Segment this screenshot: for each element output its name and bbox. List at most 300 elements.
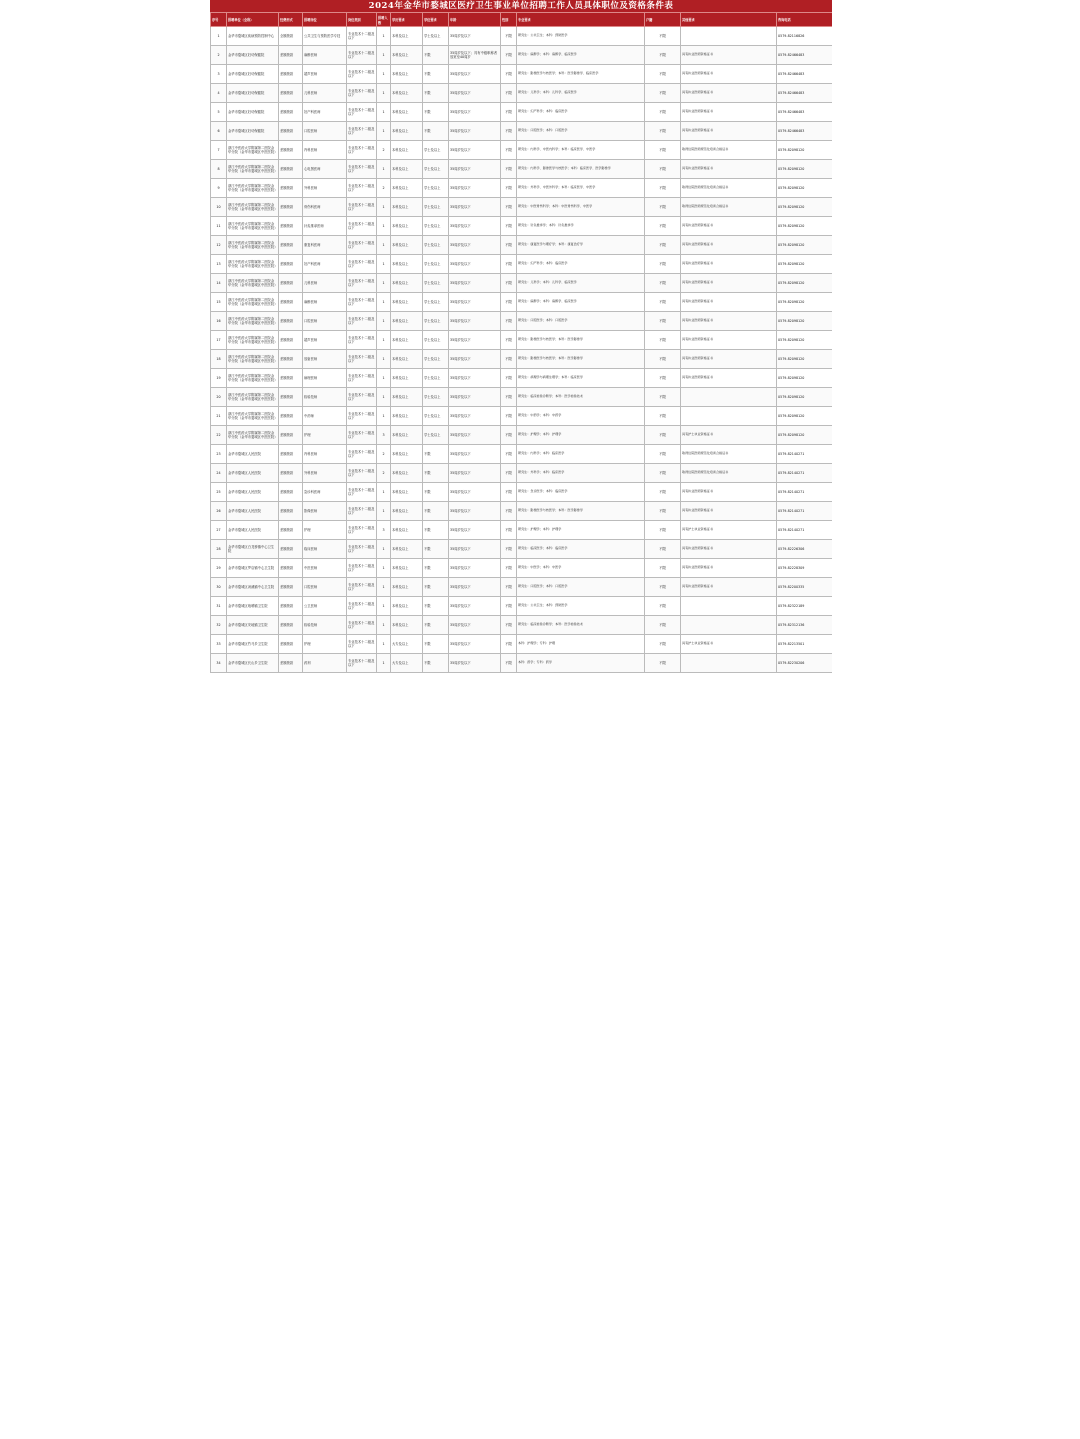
cell-fund: 全额拨款 (279, 27, 303, 46)
cell-cat: 专业技术十二级及以下 (347, 426, 377, 445)
cell-fund: 差额拨款 (279, 578, 303, 597)
table-row (211, 540, 833, 559)
cell-tel: 0579-82230206 (777, 654, 833, 673)
cell-cat: 专业技术十二级及以下 (347, 597, 377, 616)
cell-huji: 不限 (645, 521, 681, 540)
cell-sex: 不限 (501, 521, 517, 540)
cell-major: 研究生：口腔医学；本科：口腔医学 (517, 578, 645, 597)
cell-n: 1 (211, 27, 227, 46)
cell-age: 35周岁及以下 (449, 426, 501, 445)
cell-edu: 本科及以上 (391, 540, 423, 559)
cell-cat: 专业技术十二级及以下 (347, 616, 377, 635)
cell-tel: 0579-82098120 (777, 350, 833, 369)
cell-n: 28 (211, 540, 227, 559)
cell-other: 取得住院医师规范化培训合格证书 (681, 198, 777, 217)
cell-huji: 不限 (645, 559, 681, 578)
cell-fund: 差额拨款 (279, 312, 303, 331)
cell-major: 研究生：临床检验诊断学；本科：医学检验技术 (517, 616, 645, 635)
cell-edu: 本科及以上 (391, 198, 423, 217)
cell-sex: 不限 (501, 84, 517, 103)
cell-sex: 不限 (501, 597, 517, 616)
cell-unit: 浙江中医药大学附属第二医院金华分院（金华市婺城区中医医院） (227, 369, 279, 388)
cell-tel: 0579-82466483 (777, 122, 833, 141)
cell-edu: 本科及以上 (391, 597, 423, 616)
cell-unit: 金华市婺城区妇幼保健院 (227, 84, 279, 103)
cell-other: 具有执业医师资格证书 (681, 46, 777, 65)
table-row (211, 464, 833, 483)
cell-num: 1 (377, 103, 391, 122)
cell-fund: 差额拨款 (279, 103, 303, 122)
cell-post: 内科医师 (303, 141, 347, 160)
cell-num: 1 (377, 27, 391, 46)
cell-age: 35周岁及以下 (449, 521, 501, 540)
cell-unit: 金华市婺城区竹马乡卫生院 (227, 635, 279, 654)
cell-edu: 本科及以上 (391, 464, 423, 483)
document-sheet (210, 0, 832, 1439)
cell-num: 1 (377, 388, 391, 407)
cell-age: 35周岁及以下 (449, 331, 501, 350)
cell-huji: 不限 (645, 274, 681, 293)
cell-sex: 不限 (501, 160, 517, 179)
column-header: 其他要求 (681, 13, 777, 27)
cell-unit: 金华市婺城区人民医院 (227, 502, 279, 521)
cell-edu: 本科及以上 (391, 559, 423, 578)
table-body (211, 27, 833, 673)
cell-sex: 不限 (501, 122, 517, 141)
cell-tel: 0579-82140271 (777, 464, 833, 483)
cell-cat: 专业技术十二级及以下 (347, 464, 377, 483)
cell-unit: 浙江中医药大学附属第二医院金华分院（金华市婺城区中医医院） (227, 160, 279, 179)
cell-age: 35周岁及以下 (449, 502, 501, 521)
cell-cat: 专业技术十二级及以下 (347, 198, 377, 217)
cell-n: 5 (211, 103, 227, 122)
cell-n: 16 (211, 312, 227, 331)
cell-unit: 金华市婺城区白龙桥镇中心卫生院 (227, 540, 279, 559)
cell-tel: 0579-82140271 (777, 445, 833, 464)
column-header: 招聘单位（全称） (227, 13, 279, 27)
cell-unit: 金华市婺城区长山乡卫生院 (227, 654, 279, 673)
cell-other: 具有执业医师资格证书 (681, 559, 777, 578)
cell-major: 研究生：影像医学与核医学；本科：医学影像学、临床医学 (517, 65, 645, 84)
cell-cat: 专业技术十二级及以下 (347, 255, 377, 274)
cell-fund: 差额拨款 (279, 274, 303, 293)
cell-unit: 浙江中医药大学附属第二医院金华分院（金华市婺城区中医医院） (227, 293, 279, 312)
cell-cat: 专业技术十二级及以下 (347, 502, 377, 521)
cell-fund: 差额拨款 (279, 46, 303, 65)
cell-major: 研究生：中医学；本科：中医学 (517, 559, 645, 578)
cell-tel: 0579-82098120 (777, 312, 833, 331)
cell-edu: 本科及以上 (391, 141, 423, 160)
cell-post: 内科医师 (303, 445, 347, 464)
table-row (211, 141, 833, 160)
cell-num: 1 (377, 217, 391, 236)
cell-sex: 不限 (501, 293, 517, 312)
cell-age: 35周岁及以下 (449, 635, 501, 654)
cell-sex: 不限 (501, 616, 517, 635)
cell-num: 1 (377, 255, 391, 274)
cell-edu: 大专及以上 (391, 635, 423, 654)
cell-n: 33 (211, 635, 227, 654)
cell-sex: 不限 (501, 103, 517, 122)
cell-unit: 金华市婺城区汤溪镇中心卫生院 (227, 578, 279, 597)
cell-fund: 差额拨款 (279, 198, 303, 217)
cell-other: 具有执业医师资格证书 (681, 578, 777, 597)
cell-n: 31 (211, 597, 227, 616)
table-row (211, 160, 833, 179)
cell-major: 研究生：外科学、中医外科学；本科：临床医学、中医学 (517, 179, 645, 198)
cell-huji: 不限 (645, 179, 681, 198)
cell-tel: 0579-82226306 (777, 540, 833, 559)
cell-other: 具有执业医师资格证书 (681, 160, 777, 179)
cell-num: 1 (377, 616, 391, 635)
cell-num: 1 (377, 350, 391, 369)
cell-sex: 不限 (501, 502, 517, 521)
cell-n: 11 (211, 217, 227, 236)
cell-huji: 不限 (645, 616, 681, 635)
table-row (211, 483, 833, 502)
cell-num: 1 (377, 46, 391, 65)
cell-n: 15 (211, 293, 227, 312)
cell-num: 1 (377, 331, 391, 350)
cell-cat: 专业技术十二级及以下 (347, 217, 377, 236)
cell-num: 1 (377, 559, 391, 578)
cell-deg: 不限 (423, 559, 449, 578)
cell-sex: 不限 (501, 27, 517, 46)
cell-edu: 本科及以上 (391, 27, 423, 46)
cell-n: 9 (211, 179, 227, 198)
table-row (211, 255, 833, 274)
cell-cat: 专业技术十二级及以下 (347, 578, 377, 597)
cell-age: 35周岁及以下 (449, 160, 501, 179)
cell-edu: 大专及以上 (391, 654, 423, 673)
cell-fund: 差额拨款 (279, 160, 303, 179)
cell-major: 研究生：针灸推拿学；本科：针灸推拿学 (517, 217, 645, 236)
cell-major: 研究生：公共卫生；本科：预防医学 (517, 597, 645, 616)
cell-other: 具有执业医师资格证书 (681, 236, 777, 255)
cell-tel: 0579-82098120 (777, 217, 833, 236)
cell-edu: 本科及以上 (391, 179, 423, 198)
cell-edu: 本科及以上 (391, 65, 423, 84)
cell-edu: 本科及以上 (391, 502, 423, 521)
cell-huji: 不限 (645, 46, 681, 65)
cell-major: 研究生：外科学；本科：临床医学 (517, 464, 645, 483)
cell-cat: 专业技术十二级及以下 (347, 331, 377, 350)
cell-other (681, 616, 777, 635)
cell-cat: 专业技术十二级及以下 (347, 236, 377, 255)
cell-huji: 不限 (645, 236, 681, 255)
cell-other: 取得住院医师规范化培训合格证书 (681, 445, 777, 464)
cell-unit: 浙江中医药大学附属第二医院金华分院（金华市婺城区中医医院） (227, 236, 279, 255)
cell-unit: 金华市婺城区人民医院 (227, 483, 279, 502)
cell-age: 35周岁及以下 (449, 103, 501, 122)
cell-age: 35周岁及以下 (449, 464, 501, 483)
cell-post: 口腔医师 (303, 578, 347, 597)
cell-n: 24 (211, 464, 227, 483)
cell-deg: 学士及以上 (423, 350, 449, 369)
cell-tel: 0579-82098120 (777, 198, 833, 217)
cell-post: 护理 (303, 635, 347, 654)
column-header: 学历要求 (391, 13, 423, 27)
cell-num: 1 (377, 122, 391, 141)
cell-age: 35周岁及以下 (449, 369, 501, 388)
cell-unit: 金华市婺城区妇幼保健院 (227, 65, 279, 84)
cell-tel: 0579-82116826 (777, 27, 833, 46)
cell-fund: 差额拨款 (279, 540, 303, 559)
table-row (211, 388, 833, 407)
cell-num: 2 (377, 179, 391, 198)
cell-sex: 不限 (501, 426, 517, 445)
cell-cat: 专业技术十二级及以下 (347, 407, 377, 426)
cell-post: 临床医师 (303, 540, 347, 559)
cell-edu: 本科及以上 (391, 46, 423, 65)
cell-n: 19 (211, 369, 227, 388)
cell-sex: 不限 (501, 255, 517, 274)
cell-tel: 0579-82098120 (777, 141, 833, 160)
cell-unit: 金华市婺城区人民医院 (227, 445, 279, 464)
cell-edu: 本科及以上 (391, 122, 423, 141)
cell-fund: 差额拨款 (279, 654, 303, 673)
cell-post: 外科医师 (303, 464, 347, 483)
cell-fund: 差额拨款 (279, 407, 303, 426)
cell-tel: 0579-82228309 (777, 559, 833, 578)
cell-huji: 不限 (645, 502, 681, 521)
cell-sex: 不限 (501, 483, 517, 502)
cell-fund: 差额拨款 (279, 616, 303, 635)
cell-major: 研究生：儿科学；本科：儿科学、临床医学 (517, 84, 645, 103)
cell-post: 中药师 (303, 407, 347, 426)
cell-sex: 不限 (501, 635, 517, 654)
cell-fund: 差额拨款 (279, 445, 303, 464)
cell-major: 研究生：临床检验诊断学；本科：医学检验技术 (517, 388, 645, 407)
cell-tel: 0579-82098120 (777, 179, 833, 198)
cell-unit: 浙江中医药大学附属第二医院金华分院（金华市婺城区中医医院） (227, 141, 279, 160)
table-row (211, 274, 833, 293)
cell-tel: 0579-82466483 (777, 46, 833, 65)
cell-num: 1 (377, 578, 391, 597)
column-header: 招聘人数 (377, 13, 391, 27)
cell-unit: 金华市婺城区罗店镇中心卫生院 (227, 559, 279, 578)
cell-deg: 学士及以上 (423, 331, 449, 350)
cell-major: 研究生：麻醉学；本科：麻醉学、临床医学 (517, 293, 645, 312)
cell-deg: 学士及以上 (423, 293, 449, 312)
cell-sex: 不限 (501, 350, 517, 369)
cell-tel: 0579-82098120 (777, 236, 833, 255)
cell-num: 1 (377, 312, 391, 331)
table-row (211, 46, 833, 65)
cell-sex: 不限 (501, 65, 517, 84)
cell-cat: 专业技术十二级及以下 (347, 635, 377, 654)
cell-post: 超声医师 (303, 65, 347, 84)
cell-n: 20 (211, 388, 227, 407)
cell-fund: 差额拨款 (279, 179, 303, 198)
cell-major: 研究生：病理学与病理生理学；本科：临床医学 (517, 369, 645, 388)
cell-cat: 专业技术十二级及以下 (347, 160, 377, 179)
cell-cat: 专业技术十二级及以下 (347, 46, 377, 65)
cell-major: 研究生：妇产科学；本科：临床医学 (517, 255, 645, 274)
table-row (211, 65, 833, 84)
cell-n: 12 (211, 236, 227, 255)
cell-cat: 专业技术十二级及以下 (347, 350, 377, 369)
cell-age: 35周岁及以下 (449, 293, 501, 312)
cell-tel: 0579-82200335 (777, 578, 833, 597)
cell-n: 8 (211, 160, 227, 179)
cell-edu: 本科及以上 (391, 616, 423, 635)
cell-num: 2 (377, 141, 391, 160)
cell-unit: 金华市婺城区人民医院 (227, 521, 279, 540)
cell-tel: 0579-82098120 (777, 388, 833, 407)
cell-deg: 学士及以上 (423, 312, 449, 331)
cell-deg: 不限 (423, 540, 449, 559)
cell-post: 急诊科医师 (303, 483, 347, 502)
cell-deg: 不限 (423, 464, 449, 483)
cell-sex: 不限 (501, 445, 517, 464)
cell-tel: 0579-82322189 (777, 597, 833, 616)
cell-edu: 本科及以上 (391, 407, 423, 426)
cell-cat: 专业技术十二级及以下 (347, 274, 377, 293)
cell-deg: 不限 (423, 445, 449, 464)
cell-major: 研究生：麻醉学；本科：麻醉学、临床医学 (517, 46, 645, 65)
cell-tel: 0579-82098120 (777, 293, 833, 312)
cell-fund: 差额拨款 (279, 236, 303, 255)
cell-deg: 不限 (423, 122, 449, 141)
cell-fund: 差额拨款 (279, 331, 303, 350)
cell-other: 具有执业医师资格证书 (681, 502, 777, 521)
cell-sex: 不限 (501, 46, 517, 65)
cell-n: 17 (211, 331, 227, 350)
cell-num: 1 (377, 369, 391, 388)
table-row (211, 312, 833, 331)
cell-other: 具有执业医师资格证书 (681, 483, 777, 502)
cell-huji: 不限 (645, 597, 681, 616)
cell-unit: 金华市婺城区妇幼保健院 (227, 46, 279, 65)
cell-edu: 本科及以上 (391, 483, 423, 502)
cell-edu: 本科及以上 (391, 426, 423, 445)
cell-age: 35周岁及以下 (449, 445, 501, 464)
cell-fund: 差额拨款 (279, 464, 303, 483)
cell-unit: 浙江中医药大学附属第二医院金华分院（金华市婺城区中医医院） (227, 179, 279, 198)
cell-tel: 0579-82466483 (777, 65, 833, 84)
cell-num: 1 (377, 407, 391, 426)
cell-unit: 金华市婺城区妇幼保健院 (227, 103, 279, 122)
cell-num: 3 (377, 426, 391, 445)
cell-n: 26 (211, 502, 227, 521)
cell-major: 研究生：影像医学与核医学；本科：医学影像学 (517, 350, 645, 369)
cell-huji: 不限 (645, 293, 681, 312)
cell-cat: 专业技术十二级及以下 (347, 654, 377, 673)
cell-sex: 不限 (501, 198, 517, 217)
cell-post: 口腔医师 (303, 312, 347, 331)
cell-edu: 本科及以上 (391, 103, 423, 122)
cell-n: 13 (211, 255, 227, 274)
cell-post: 中医医师 (303, 559, 347, 578)
cell-n: 2 (211, 46, 227, 65)
cell-age: 35周岁及以下 (449, 616, 501, 635)
cell-num: 1 (377, 65, 391, 84)
cell-huji: 不限 (645, 160, 681, 179)
table-row (211, 597, 833, 616)
cell-deg: 不限 (423, 521, 449, 540)
cell-sex: 不限 (501, 578, 517, 597)
table-row (211, 198, 833, 217)
cell-sex: 不限 (501, 331, 517, 350)
cell-fund: 差额拨款 (279, 502, 303, 521)
cell-sex: 不限 (501, 464, 517, 483)
cell-cat: 专业技术十二级及以下 (347, 540, 377, 559)
cell-fund: 差额拨款 (279, 122, 303, 141)
cell-post: 放射医师 (303, 350, 347, 369)
cell-other: 具有执业医师资格证书 (681, 350, 777, 369)
cell-num: 1 (377, 540, 391, 559)
cell-num: 3 (377, 521, 391, 540)
cell-edu: 本科及以上 (391, 236, 423, 255)
cell-fund: 差额拨款 (279, 559, 303, 578)
cell-other: 具有执业医师资格证书 (681, 274, 777, 293)
table-row (211, 578, 833, 597)
cell-major: 本科：药学；专科：药学 (517, 654, 645, 673)
cell-sex: 不限 (501, 141, 517, 160)
cell-fund: 差额拨款 (279, 483, 303, 502)
cell-other: 具有执业医师资格证书 (681, 331, 777, 350)
cell-huji: 不限 (645, 312, 681, 331)
cell-unit: 金华市婺城区妇幼保健院 (227, 122, 279, 141)
cell-sex: 不限 (501, 369, 517, 388)
cell-post: 骨伤科医师 (303, 198, 347, 217)
cell-unit: 浙江中医药大学附属第二医院金华分院（金华市婺城区中医医院） (227, 312, 279, 331)
cell-age: 35周岁及以下 (449, 540, 501, 559)
cell-deg: 学士及以上 (423, 160, 449, 179)
cell-age: 35周岁及以下 (449, 483, 501, 502)
cell-other: 具有执业医师资格证书 (681, 312, 777, 331)
cell-tel: 0579-82213501 (777, 635, 833, 654)
cell-cat: 专业技术十二级及以下 (347, 369, 377, 388)
cell-other: 具有护士执业资格证书 (681, 521, 777, 540)
cell-other: 具有执业医师资格证书 (681, 103, 777, 122)
cell-major: 研究生：临床医学；本科：临床医学 (517, 540, 645, 559)
cell-age: 35周岁及以下；具有中级职称者放宽至40周岁 (449, 46, 501, 65)
cell-tel: 0579-82140271 (777, 502, 833, 521)
cell-edu: 本科及以上 (391, 578, 423, 597)
cell-unit: 金华市婺城区疾病预防控制中心 (227, 27, 279, 46)
table-row (211, 635, 833, 654)
cell-post: 药剂 (303, 654, 347, 673)
cell-cat: 专业技术十二级及以下 (347, 293, 377, 312)
cell-n: 27 (211, 521, 227, 540)
cell-tel: 0579-82098120 (777, 255, 833, 274)
table-row (211, 122, 833, 141)
cell-other: 取得住院医师规范化培训合格证书 (681, 464, 777, 483)
cell-major: 研究生：公共卫生；本科：预防医学 (517, 27, 645, 46)
cell-post: 病理医师 (303, 369, 347, 388)
cell-deg: 不限 (423, 65, 449, 84)
cell-post: 妇产科医师 (303, 103, 347, 122)
cell-age: 35周岁及以下 (449, 217, 501, 236)
cell-n: 7 (211, 141, 227, 160)
cell-huji: 不限 (645, 388, 681, 407)
cell-huji: 不限 (645, 255, 681, 274)
cell-huji: 不限 (645, 27, 681, 46)
table-row (211, 559, 833, 578)
column-header: 性别 (501, 13, 517, 27)
cell-huji: 不限 (645, 217, 681, 236)
cell-deg: 不限 (423, 103, 449, 122)
cell-cat: 专业技术十二级及以下 (347, 388, 377, 407)
cell-post: 儿科医师 (303, 84, 347, 103)
cell-n: 6 (211, 122, 227, 141)
cell-fund: 差额拨款 (279, 597, 303, 616)
cell-cat: 专业技术十二级及以下 (347, 521, 377, 540)
cell-deg: 不限 (423, 46, 449, 65)
cell-major: 研究生：妇产科学；本科：临床医学 (517, 103, 645, 122)
